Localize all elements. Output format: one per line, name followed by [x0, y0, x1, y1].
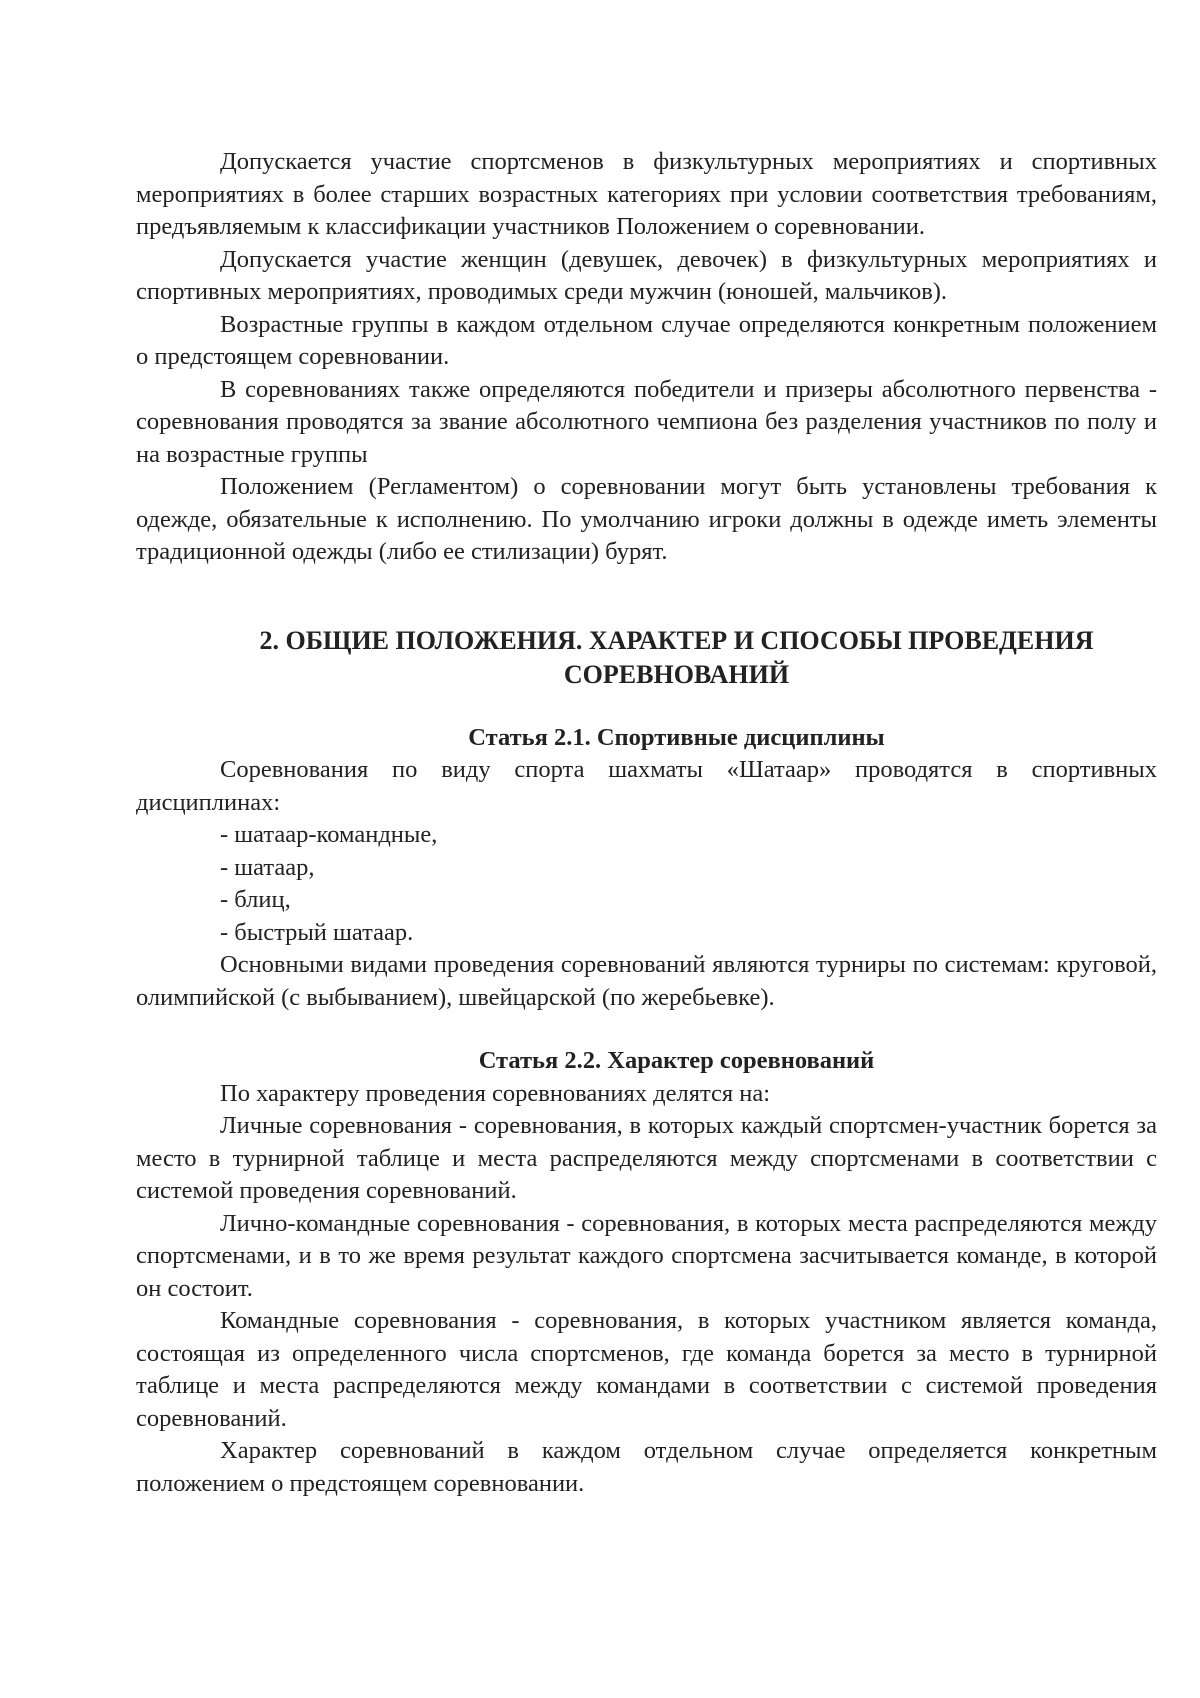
section-title-line-2: СОРЕВНОВАНИЙ — [563, 659, 790, 689]
intro-paragraph-1: Допускается участие спортсменов в физкультурных мероприятиях и спортивных мероприятиях в более старших возрастных категориях при условии соответствия требованиям, предъявляемым к классификации участников Положением о соревновании. — [136, 148, 1157, 240]
article-2-2-paragraph-1: По характеру проведения соревнованиях делятся на: — [220, 1079, 771, 1107]
section-title-line-1: 2. ОБЩИЕ ПОЛОЖЕНИЯ. ХАРАКТЕР И СПОСОБЫ ПРОВЕДЕНИЯ — [259, 625, 1094, 655]
intro-paragraph-5: Положением (Регламентом) о соревновании могут быть установлены требования к одежде, обязательные к исполнению. По умолчанию игроки должны в одежде иметь элементы традиционной одежды (либо ее стилизации) бурят. — [136, 473, 1157, 565]
article-2-2-heading: Статья 2.2. Характер соревнований — [478, 1047, 875, 1074]
article-2-1-intro: Соревнования по виду спорта шахматы «Шатаар» проводятся в спортивных дисциплинах: — [136, 756, 1157, 816]
discipline-item: - шатаар-командные, — [220, 821, 438, 848]
article-2-1-heading: Статья 2.1. Спортивные дисциплины — [468, 723, 885, 751]
article-2-2-paragraph-4: Командные соревнования - соревнования, в которых участником является команда, состоящая из определенного числа спортсменов, где команда борется за место в турнирной таблице и места распределяются между командами в соответствии с системой проведения соревнований. — [136, 1307, 1157, 1432]
discipline-item: - шатаар, — [220, 853, 315, 881]
discipline-item: - блиц, — [220, 886, 291, 913]
article-2-2-paragraph-3: Лично-командные соревнования - соревнования, в которых места распределяются между спортсменами, и в то же время результат каждого спортсмена засчитывается команде, в которой он состоит. — [136, 1209, 1157, 1302]
article-2-1-outro: Основными видами проведения соревнований являются турниры по системам: круговой, олимпийской (с выбыванием), швейцарской (по жеребьевке). — [136, 951, 1157, 1011]
article-2-2-paragraph-2: Личные соревнования - соревнования, в которых каждый спортсмен-участник борется за место в турнирной таблице и места распределяются между спортсменами в соответствии с системой проведения соревнований. — [136, 1112, 1157, 1204]
discipline-item: - быстрый шатаар. — [220, 918, 414, 946]
article-2-2-paragraph-5: Характер соревнований в каждом отдельном случае определяется конкретным положением о предстоящем соревновании. — [136, 1437, 1157, 1497]
intro-paragraph-3: Возрастные группы в каждом отдельном случае определяются конкретным положением о предстоящем соревновании. — [136, 310, 1157, 370]
intro-paragraph-2: Допускается участие женщин (девушек, девочек) в физкультурных мероприятиях и спортивных мероприятиях, проводимых среди мужчин (юношей, мальчиков). — [136, 245, 1157, 305]
document-page — [136, 146, 1157, 1500]
section-title — [136, 624, 1157, 692]
intro-paragraph-4: В соревнованиях также определяются победители и призеры абсолютного первенства - соревнования проводятся за звание абсолютного чемпиона без разделения участников по полу и на возрастные группы — [136, 375, 1157, 468]
